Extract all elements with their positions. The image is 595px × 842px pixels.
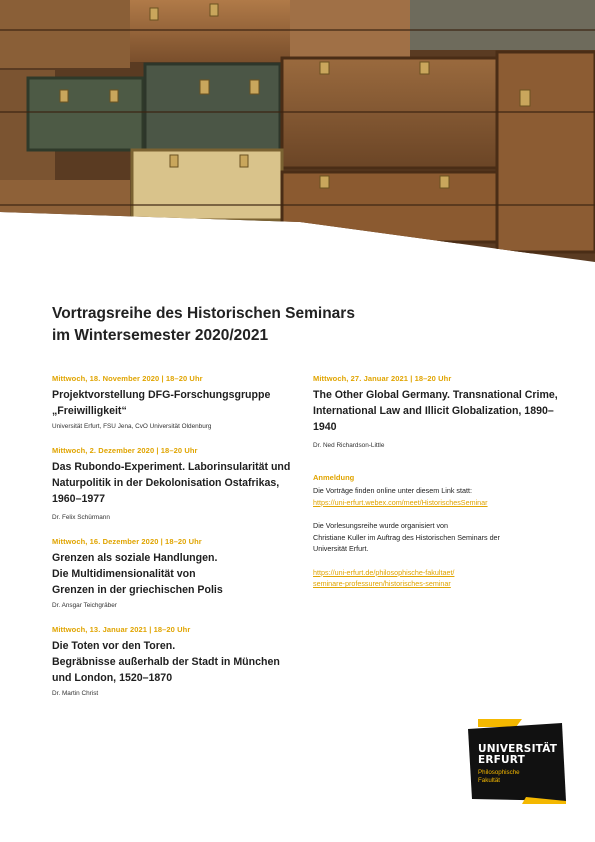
- event-speaker: Dr. Felix Schürmann: [52, 514, 110, 521]
- event-date: Mittwoch, 13. Januar 2021 | 18–20 Uhr: [52, 625, 191, 634]
- event-title-line: Grenzen als soziale Handlungen.: [52, 552, 218, 564]
- event-title-line: Naturpolitik in der Dekolonisation Ostafrikas,: [52, 477, 280, 489]
- event-speaker: Dr. Ned Richardson-Little: [313, 442, 385, 449]
- event-date: Mittwoch, 27. Januar 2021 | 18–20 Uhr: [313, 374, 452, 383]
- event-speaker: Dr. Ansgar Teichgräber: [52, 602, 117, 609]
- logo-line-erfurt: ERFURT: [478, 753, 525, 766]
- event-title-line: und London, 1520–1870: [52, 672, 173, 684]
- event-title-line: Begräbnisse außerhalb der Stadt in München: [52, 656, 280, 668]
- event-title: [52, 387, 302, 419]
- event-title-line: Die Multidimensionalität von: [52, 568, 196, 580]
- event-date: Mittwoch, 16. Dezember 2020 | 18–20 Uhr: [52, 537, 202, 546]
- registration-text: Die Vorträge finden online unter diesem Link statt:: [313, 486, 473, 495]
- event-title: [52, 638, 302, 686]
- event-item: [52, 446, 302, 521]
- event-title: [52, 550, 302, 598]
- event-title-line: 1940: [313, 421, 337, 433]
- seminar-link[interactable]: [313, 567, 563, 590]
- organizer-line: Christiane Kuller im Auftrag des Historischen Seminars der: [313, 532, 500, 542]
- seminar-link-line[interactable]: seminare-professuren/historisches-seminar: [313, 579, 451, 588]
- event-item: [52, 537, 302, 609]
- event-item: [52, 374, 302, 430]
- event-item: [52, 625, 302, 697]
- event-title-line: International Law and Illicit Globalization, 1890–: [313, 405, 554, 417]
- title-line-1: Vortragsreihe des Historischen Seminars: [52, 305, 355, 322]
- event-title-line: The Other Global Germany. Transnational Crime,: [313, 389, 558, 401]
- event-title-line: Projektvorstellung DFG-Forschungsgruppe: [52, 389, 271, 401]
- title-line-2: im Wintersemester 2020/2021: [52, 327, 269, 344]
- page-title: [52, 303, 355, 347]
- seminar-link-line[interactable]: https://uni-erfurt.de/philosophische-fakultaet/: [313, 567, 455, 577]
- event-speaker: Universität Erfurt, FSU Jena, CvO Universität Oldenburg: [52, 423, 212, 430]
- event-title: [52, 459, 302, 507]
- registration-heading: Anmeldung: [313, 473, 355, 482]
- event-title: [313, 387, 563, 435]
- organizer-line: Universität Erfurt.: [313, 544, 369, 553]
- organizer-text: [313, 520, 563, 555]
- logo-line-philosophische: Philosophische: [478, 769, 520, 776]
- event-title-line: Die Toten vor den Toren.: [52, 640, 176, 652]
- event-title-line: Das Rubondo-Experiment. Laborinsularität und: [52, 461, 291, 473]
- event-item: [313, 374, 563, 449]
- logo-text: [478, 744, 557, 785]
- event-date: Mittwoch, 18. November 2020 | 18–20 Uhr: [52, 374, 203, 383]
- event-date: Mittwoch, 2. Dezember 2020 | 18–20 Uhr: [52, 446, 198, 455]
- events-column-left: [52, 374, 302, 697]
- webex-link[interactable]: https://uni-erfurt.webex.com/meet/HistorischesSeminar: [313, 497, 488, 507]
- event-speaker: Dr. Martin Christ: [52, 690, 99, 697]
- registration-section: [313, 473, 563, 590]
- event-title-line: „Freiwilligkeit“: [52, 405, 127, 417]
- hero-image-suitcases: [0, 0, 595, 262]
- events-column-right: [313, 374, 563, 590]
- event-title-line: 1960–1977: [52, 493, 106, 505]
- event-title-line: Grenzen in der griechischen Polis: [52, 584, 223, 596]
- organizer-line: Die Vorlesungsreihe wurde organisiert von: [313, 521, 449, 530]
- logo-yellow-accent-top: [478, 719, 522, 727]
- logo-line-fakultaet: Fakultät: [478, 777, 501, 784]
- logo-line-universitaet: UNIVERSITÄT: [478, 743, 558, 755]
